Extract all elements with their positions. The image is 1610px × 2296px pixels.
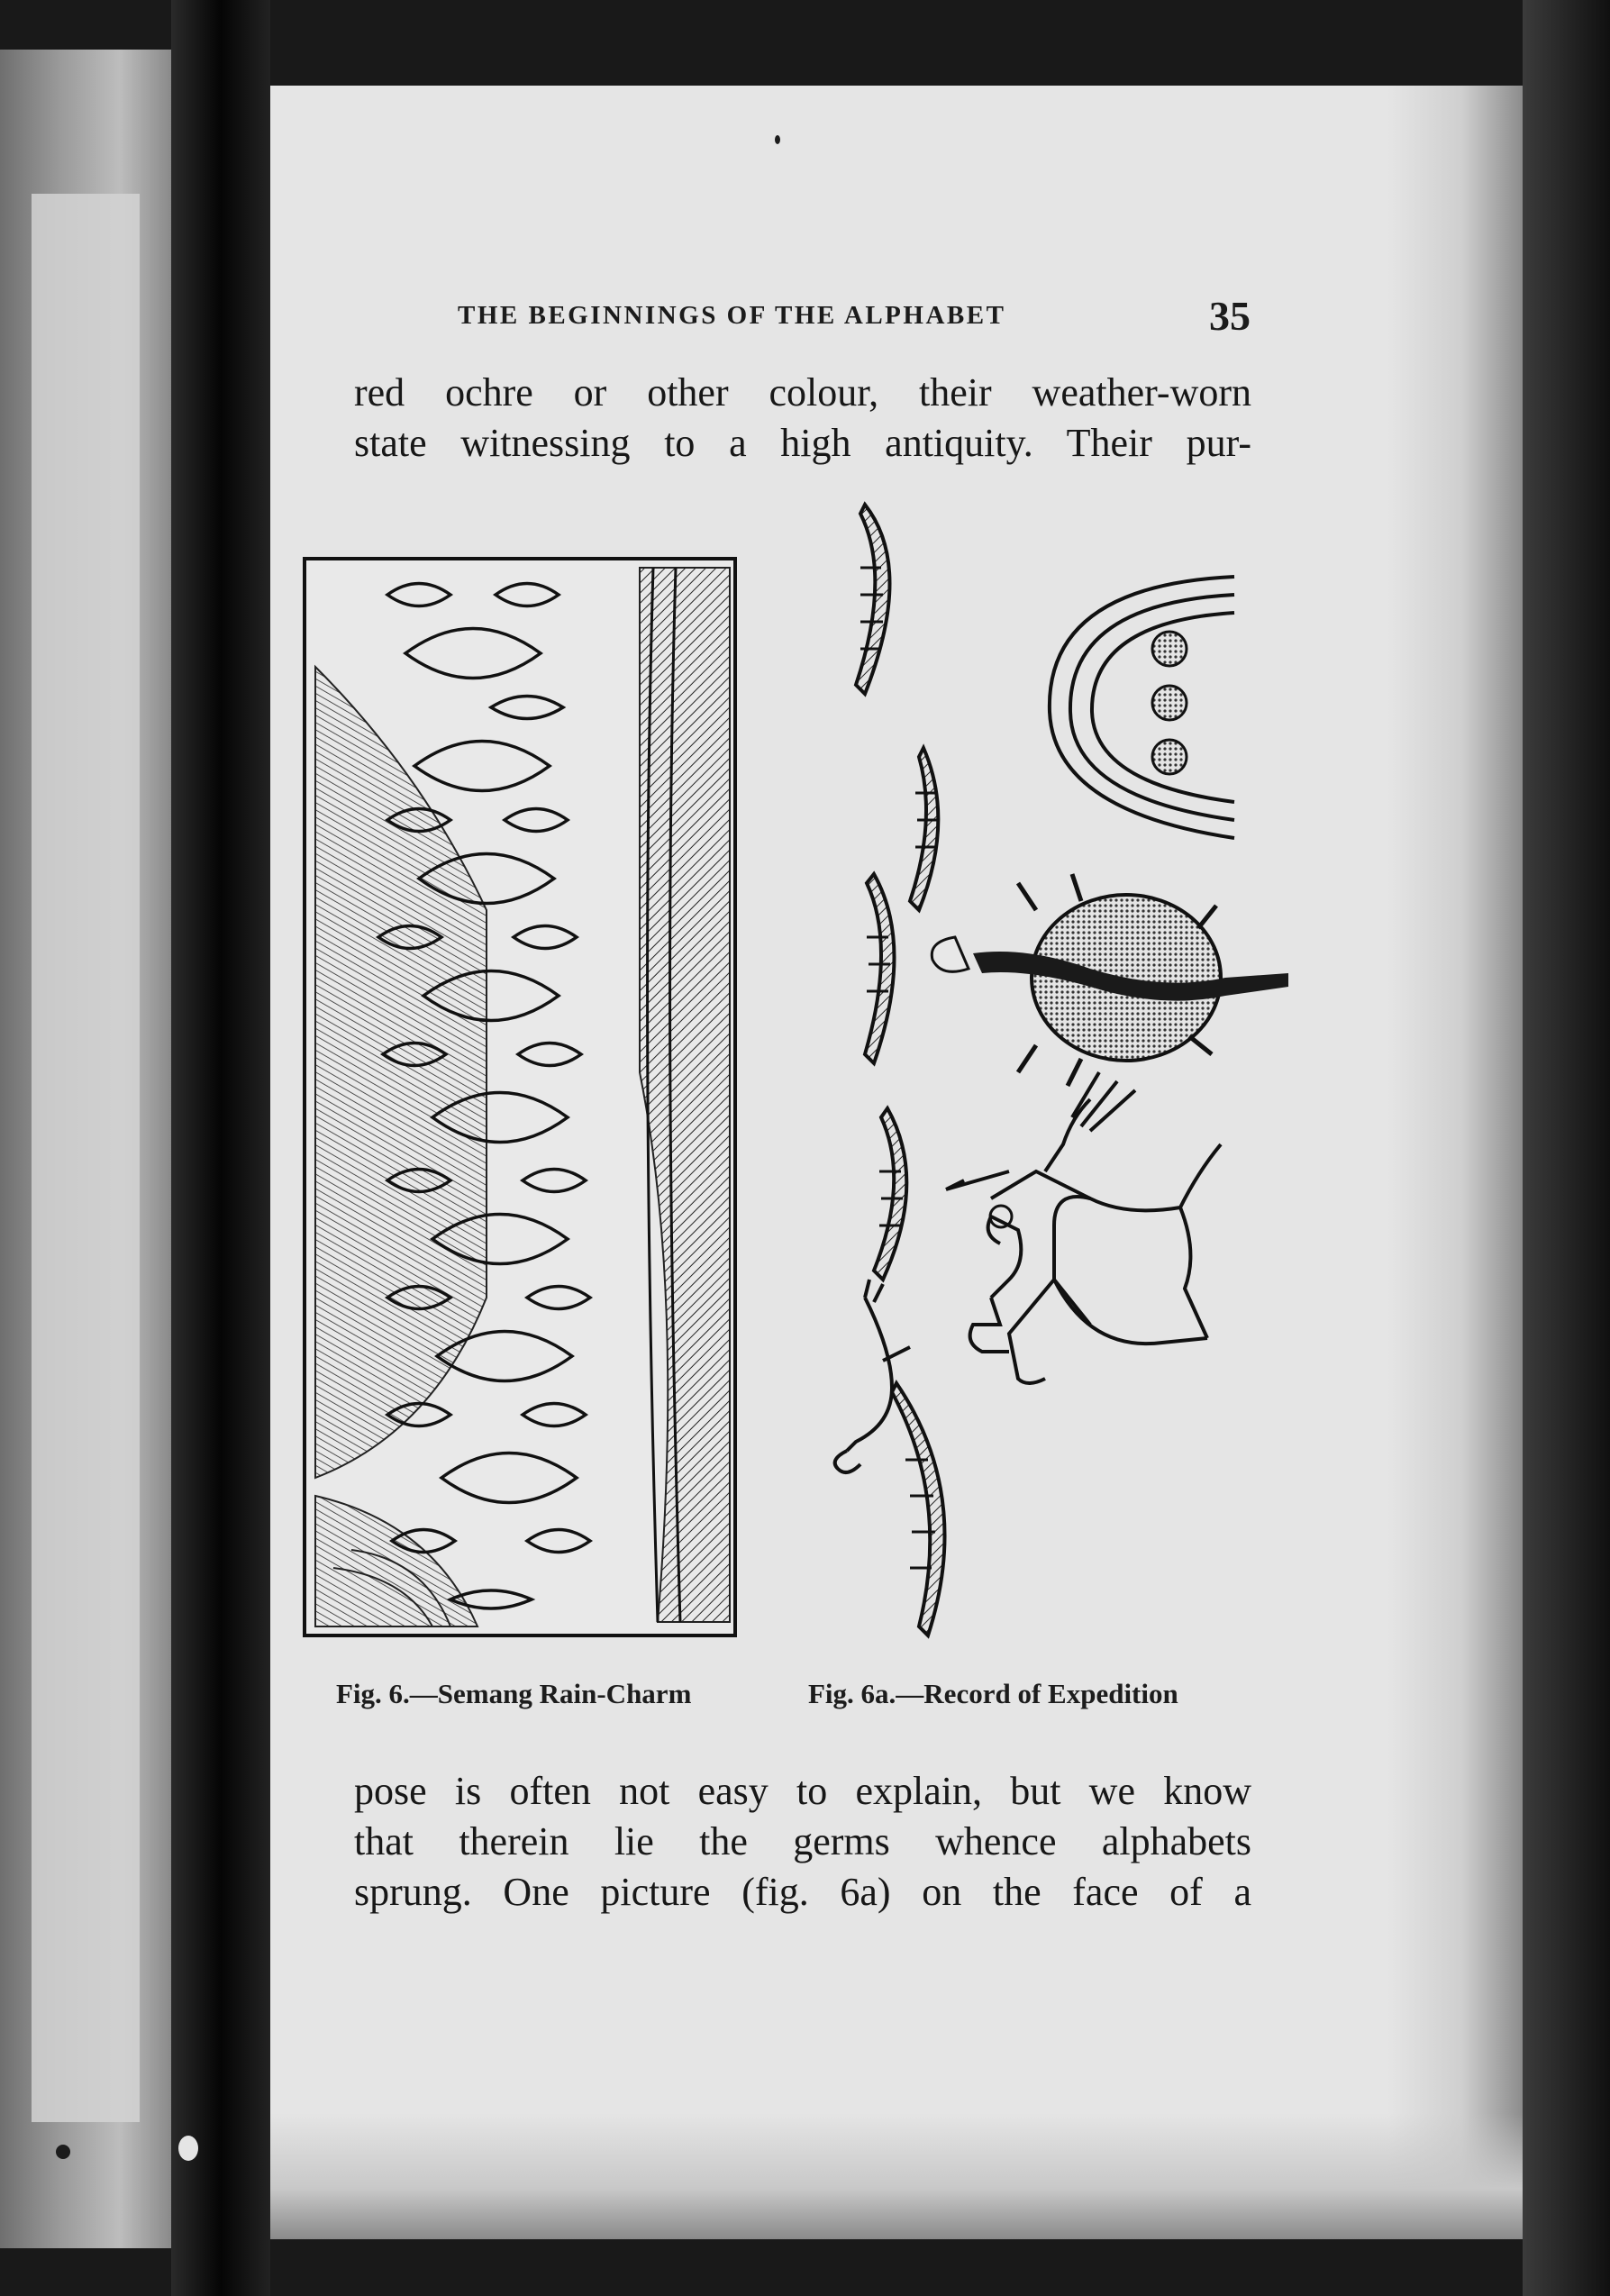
page-number: 35: [1209, 293, 1251, 339]
text-line: red ochre or other colour, their weather-worn: [354, 370, 1251, 415]
page-shadow-right: [1387, 86, 1523, 2239]
paragraph-before-figure: [354, 368, 1251, 469]
page-shadow-bottom: [270, 2113, 1523, 2239]
left-page-edge: [0, 50, 171, 2248]
text-line: that therein lie the germs whence alphabets: [354, 1819, 1251, 1863]
paragraph-after-figure: [354, 1766, 1251, 1918]
scan-speck: [178, 2136, 198, 2161]
expedition-pictograph: [835, 505, 1288, 1635]
scan-border-right: [1523, 0, 1610, 2296]
scan-speck: [56, 2145, 70, 2159]
running-head-title: THE BEGINNINGS OF THE ALPHABET: [458, 301, 1006, 330]
text-line: state witnessing to a high antiquity. Their pur-: [354, 421, 1251, 465]
left-page-margin: [32, 194, 140, 2122]
figure-caption-right: Fig. 6a.—Record of Expedition: [808, 1678, 1178, 1709]
figure-caption-left: Fig. 6.—Semang Rain-Charm: [336, 1678, 692, 1709]
figure-illustrations: [297, 487, 1306, 1658]
book-gutter: [171, 0, 270, 2296]
scan-speck: [775, 135, 780, 144]
text-line: sprung. One picture (fig. 6a) on the face of a: [354, 1870, 1251, 1914]
text-line: pose is often not easy to explain, but we know: [354, 1769, 1251, 1813]
running-head: [458, 293, 1251, 342]
rain-charm-engraving: [305, 559, 735, 1635]
